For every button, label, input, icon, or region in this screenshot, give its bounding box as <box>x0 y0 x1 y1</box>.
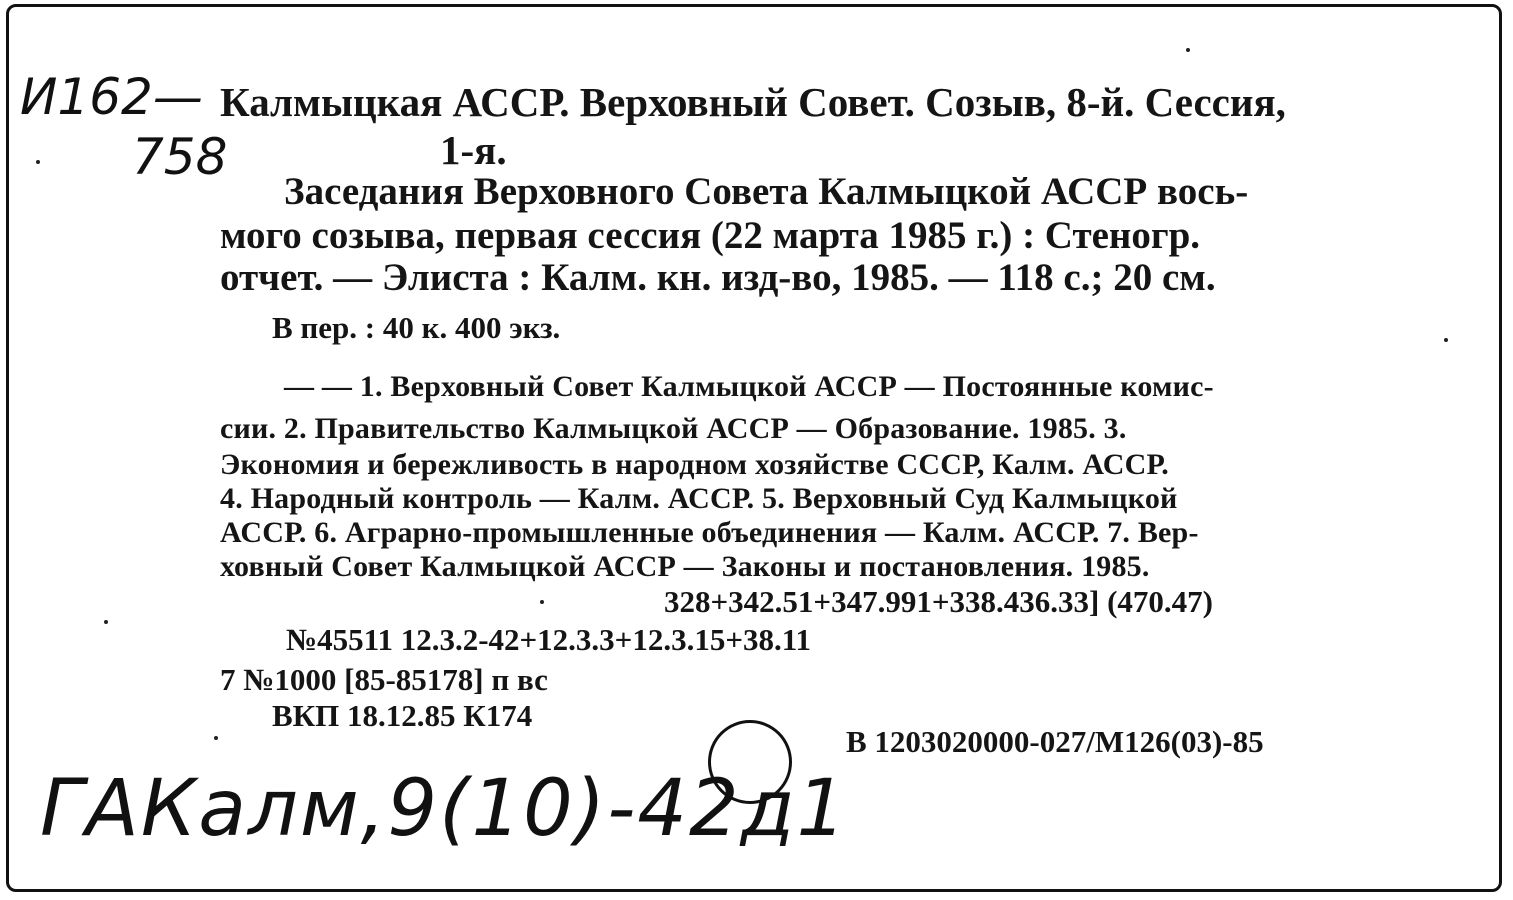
subject-line-5: АССР. 6. Аграрно-промышленные объединения — Калм. АССР. 7. Вер- <box>220 516 1199 549</box>
bbk-code: №45511 12.3.2-42+12.3.3+12.3.15+38.11 <box>286 622 812 657</box>
udc-code: 328+342.51+347.991+338.436.33] (470.47) <box>664 584 1213 619</box>
scan-speck <box>214 736 218 740</box>
description-line-2: мого созыва, первая сессия (22 марта 1985 г.) : Стеногр. <box>220 214 1201 257</box>
subject-line-4: 4. Народный контроль — Калм. АССР. 5. Верховный Суд Калмыцкой <box>220 482 1178 515</box>
scan-speck <box>1186 48 1190 52</box>
handwritten-call-number-suffix: 758 <box>132 128 228 186</box>
order-number: 7 №1000 [85-85178] п вс <box>220 662 548 697</box>
description-line-3: отчет. — Элиста : Калм. кн. изд-во, 1985. — 118 с.; 20 см. <box>220 256 1216 299</box>
subject-line-3: Экономия и бережливость в народном хозяйстве СССР, Калм. АССР. <box>220 448 1169 481</box>
vkp-date: ВКП 18.12.85 К174 <box>272 698 533 733</box>
scan-speck <box>36 160 40 164</box>
description-line-1: Заседания Верховного Совета Калмыцкой АССР вось- <box>284 170 1249 213</box>
scan-speck <box>1444 338 1448 342</box>
price-line: В пер. : 40 к. 400 экз. <box>272 310 561 345</box>
subject-line-6: ховный Совет Калмыцкой АССР — Законы и постановления. 1985. <box>220 550 1150 583</box>
subject-line-2: сии. 2. Правительство Калмыцкой АССР — Образование. 1985. 3. <box>220 412 1127 445</box>
scan-speck <box>104 620 108 624</box>
index-code: В 1203020000-027/М126(03)-85 <box>846 724 1264 759</box>
subject-line-1: — — 1. Верховный Совет Калмыцкой АССР — Постоянные комис- <box>284 370 1214 403</box>
heading-line-1: Калмыцкая АССР. Верховный Совет. Созыв, 8-й. Сессия, <box>220 79 1286 125</box>
handwritten-archive-note: ГАКалм,9(10)-42д1 <box>40 764 849 854</box>
scan-speck <box>540 600 544 604</box>
handwritten-call-number: И162— <box>20 68 203 126</box>
heading-line-2: 1-я. <box>440 127 507 173</box>
